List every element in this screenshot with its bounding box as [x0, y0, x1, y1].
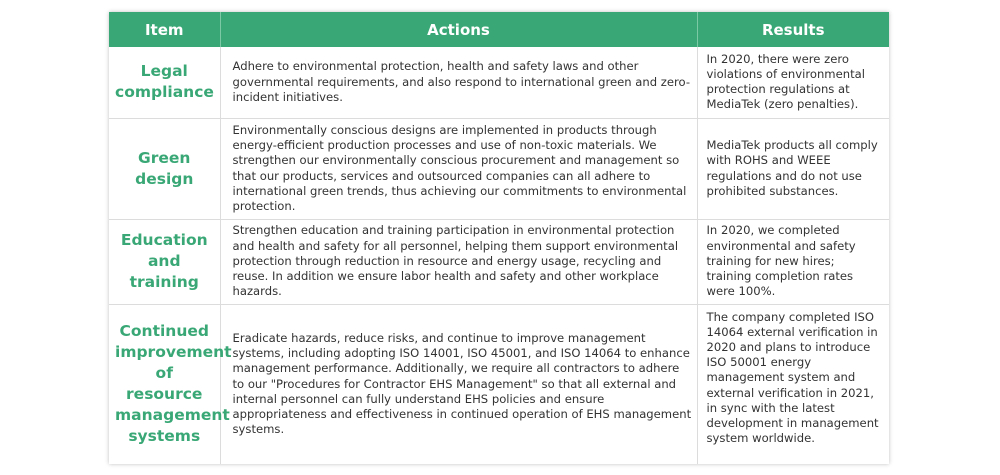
row-item-label: Continued improvement of resource management systems [109, 304, 220, 464]
header-results: Results [697, 12, 889, 47]
ehs-table-container [109, 12, 889, 464]
row-actions-text: Adhere to environmental protection, health and safety laws and other governmental requirements, and also respond to international green and zero-incident initiatives. [220, 47, 697, 118]
table-row [109, 219, 889, 304]
row-item-label: Legal compliance [109, 47, 220, 118]
row-results-text: MediaTek products all comply with ROHS and WEEE regulations and do not use prohibited substances. [697, 118, 889, 219]
table-row [109, 118, 889, 219]
row-item-label: Education and training [109, 219, 220, 304]
row-actions-text: Eradicate hazards, reduce risks, and continue to improve management systems, including adopting ISO 14001, ISO 45001, and ISO 14064 to enhance management performance. Additionally, we require all contractors to adhere to our "Procedures for Contractor EHS Management" so that all external and internal personnel can fully understand EHS policies and ensure appropriateness and effectiveness in continued operation of EHS management systems. [220, 304, 697, 464]
row-results-text: In 2020, we completed environmental and safety training for new hires; training completion rates were 100%. [697, 219, 889, 304]
ehs-table [109, 12, 889, 464]
row-results-text: The company completed ISO 14064 external verification in 2020 and plans to introduce ISO 50001 energy management system and external verification in 2021, in sync with the latest development in management system worldwide. [706, 309, 879, 446]
row-results-text: In 2020, there were zero violations of environmental protection regulations at MediaTek (zero penalties). [697, 47, 889, 118]
row-actions-text: Environmentally conscious designs are implemented in products through energy-efficient production processes and use of non-toxic materials. We strengthen our environmentally conscious procurement and management so that our products, services and outsourced companies can all adhere to international green trends, thus achieving our commitments to environmental protection. [220, 118, 697, 219]
table-row [109, 304, 889, 464]
header-actions: Actions [220, 12, 697, 47]
row-actions-text: Strengthen education and training participation in environmental protection and health and safety for all personnel, helping them support environmental protection through reduction in resource and energy usage, recycling and reuse. In addition we ensure labor health and safety and other workplace hazards. [220, 219, 697, 304]
header-item: Item [109, 12, 220, 47]
table-row [109, 47, 889, 118]
table-header-row [109, 12, 889, 47]
row-item-label: Green design [109, 118, 220, 219]
